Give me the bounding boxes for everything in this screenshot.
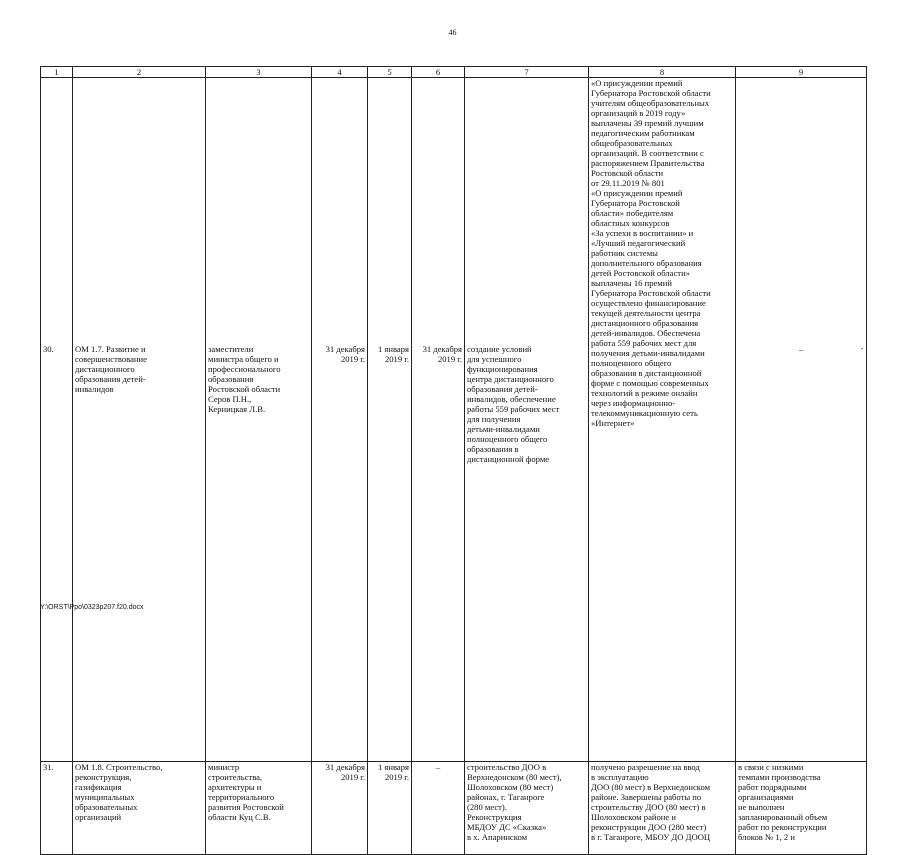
col-header-8: 8 [589, 67, 736, 78]
col-header-7: 7 [465, 67, 589, 78]
footer-file-path: Y:\ORST\Ppo\0323p207.f20.docx [40, 604, 144, 611]
actual-end-date: – [412, 762, 465, 855]
actual-end-date: 31 декабря 2019 г. [412, 78, 465, 762]
planned-end-date: 31 декабря 2019 г. [312, 78, 368, 762]
col-header-1: 1 [41, 67, 73, 78]
event-name: ОМ 1.7. Развитие и совершенствование дистанционного образования детей- инвалидов [73, 78, 206, 762]
planned-end-date: 31 декабря 2019 г. [312, 762, 368, 855]
col-header-5: 5 [368, 67, 412, 78]
col-header-9: 9 [736, 67, 867, 78]
page-number: 46 [448, 28, 457, 37]
row-number: 31. [41, 762, 73, 855]
col-header-2: 2 [73, 67, 206, 78]
planned-result: создание условий для успешного функционирования центра дистанционного образования детей- инвалидов, обеспечение работы 559 рабочих мест для получения детьми-инвалидами полноценного общего образования в дистанционной форме [465, 78, 589, 762]
header-row [41, 67, 867, 78]
planned-result: строительство ДОО в Верхнедонском (80 мест), Шолоховском (80 мест) районах, г. Таганроге (280 мест). Реконструкция МБДОУ ДС «Сказка» в х. Апаринском [465, 762, 589, 855]
col-header-6: 6 [412, 67, 465, 78]
row-number: 30. [41, 78, 73, 762]
table-row [41, 762, 867, 855]
actual-start-date: 1 января 2019 г. [368, 762, 412, 855]
event-name: ОМ 1.8. Строительство, реконструкция, газификация муниципальных образовательных организаций [73, 762, 206, 855]
col-header-3: 3 [206, 67, 312, 78]
report-table [40, 66, 867, 855]
actual-result: «О присуждении премий Губернатора Ростовской области учителям общеобразовательных организаций в 2019 году» выплачены 39 премий лучшим педагогическим работникам общеобразовательных организаций. В соответствии с распоряжением Правительства Ростовской области от 29.11.2019 № 801 «О присуждении премий Губернатора Ростовской области» победителям областных конкурсов «За успехи в воспитании» и «Лучший педагогический работник системы дополнительного образования детей Ростовской области» выплачены 16 премий Губернатора Ростовской области осуществлено финансирование текущей деятельности центра дистанционного образования детей-инвалидов. Обеспечена работа 559 рабочих мест для получения детьми-инвалидами полноценного общего образования в дистанционной форме с помощью современных технологий в режиме онлайн через информационно- телекоммуникационную сеть «Интернет» [589, 78, 736, 762]
actual-result: получено разрешение на ввод в эксплуатацию ДОО (80 мест) в Верхнедонском районе. Завершены работы по строительству ДОО (80 мест) в Шолоховском районе и реконструкции ДОО (280 мест) в г. Таганроге, МБОУ ДО ДООЦ [589, 762, 736, 855]
responsible-person: министр строительства, архитектуры и территориального развития Ростовской области Куц С.В. [206, 762, 312, 855]
actual-start-date: 1 января 2019 г. [368, 78, 412, 762]
problems-note: в связи с низкими темпами производства работ подрядными организациями не выполнен запланированный объем работ по реконструкции блоков № 1, 2 и [736, 762, 867, 855]
col-header-4: 4 [312, 67, 368, 78]
problems-note: – [736, 78, 867, 762]
margin-mark: - [861, 344, 864, 352]
responsible-person: заместители министра общего и профессионального образования Ростовской области Серов П.Н., Керницкая Л.В. [206, 78, 312, 762]
table-row [41, 78, 867, 762]
